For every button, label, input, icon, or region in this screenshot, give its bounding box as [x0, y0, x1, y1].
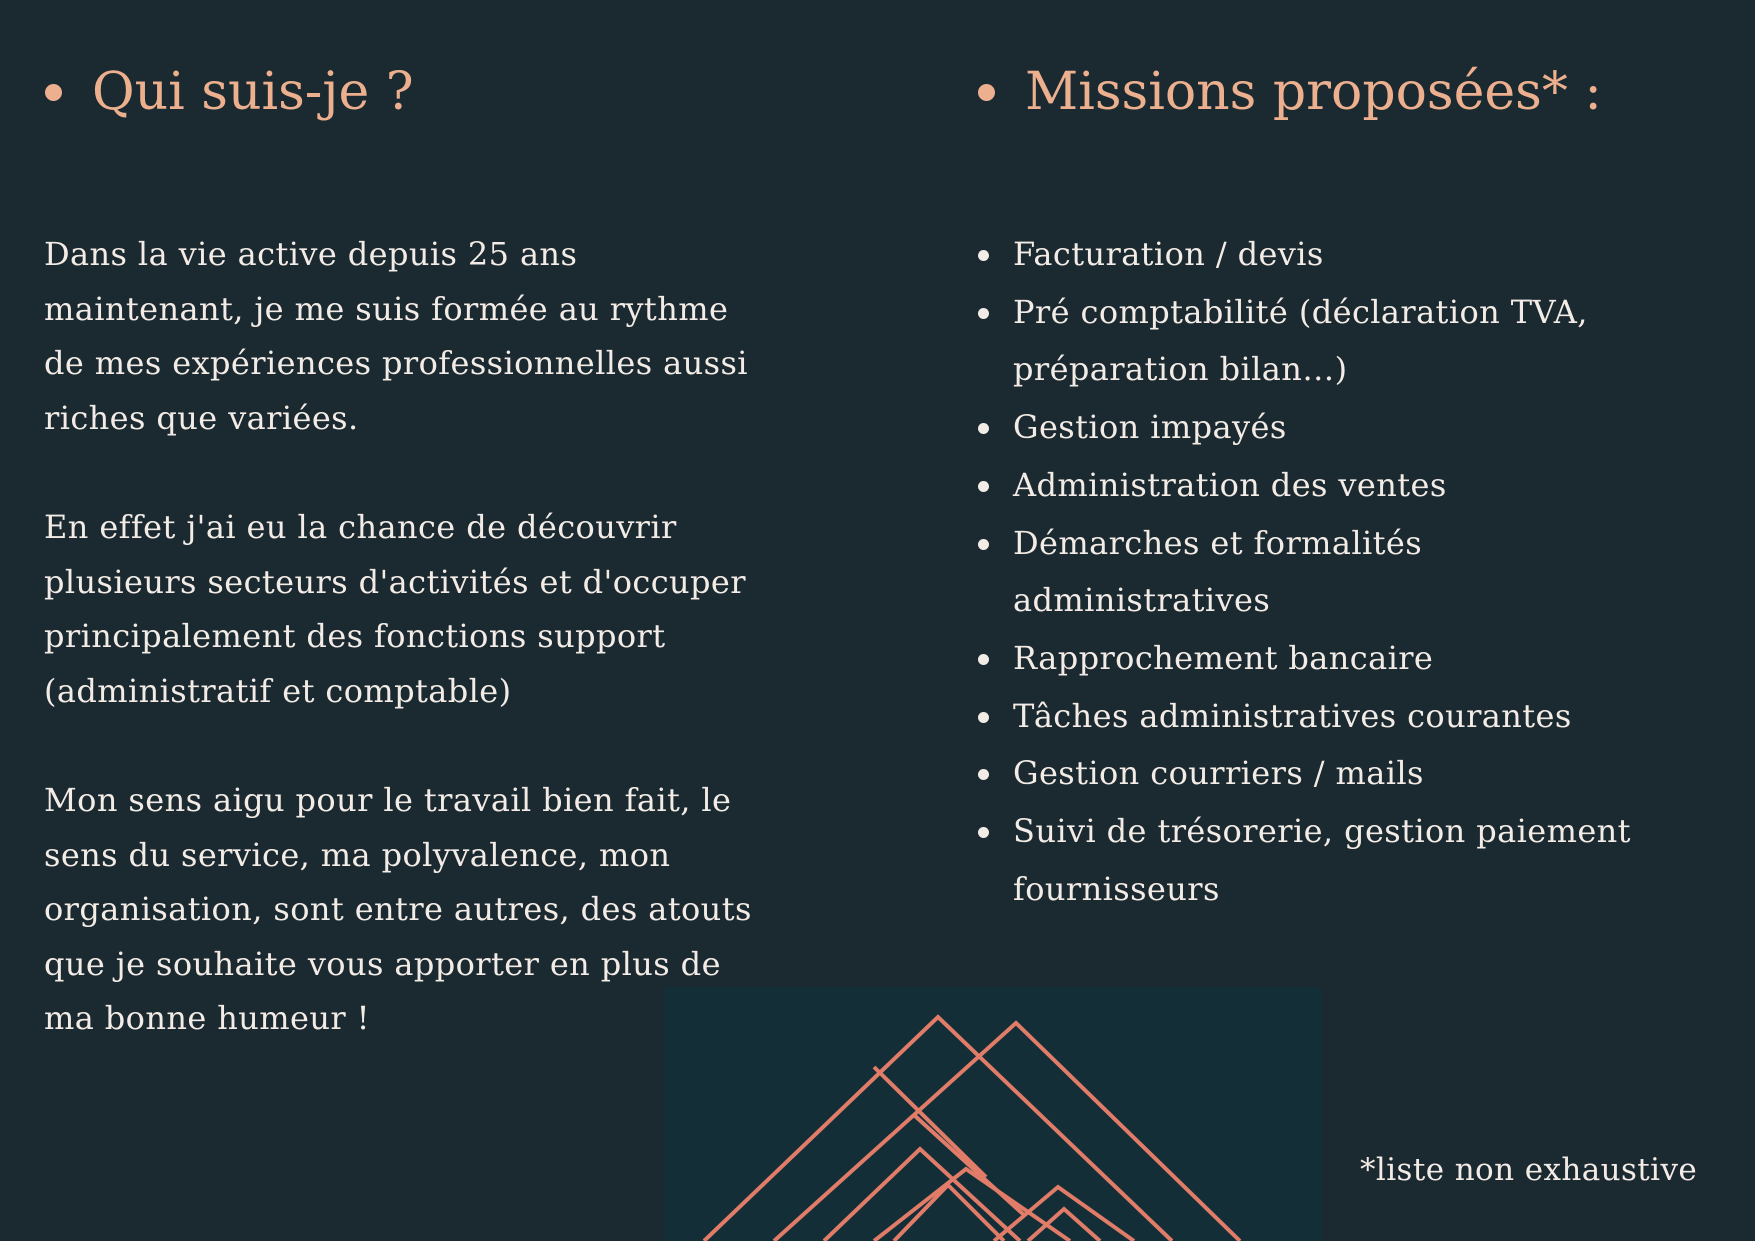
- bullet-dot-icon: [978, 308, 989, 319]
- bullet-dot-icon: [45, 84, 62, 101]
- who-am-i-heading: [45, 58, 414, 126]
- footnote: *liste non exhaustive: [1360, 1152, 1698, 1188]
- bullet-dot-icon: [978, 250, 989, 261]
- mission-item: [978, 745, 1738, 803]
- bullet-dot-icon: [978, 539, 989, 550]
- mission-item: [978, 630, 1738, 688]
- mission-item-label: Facturation / devis: [1013, 235, 1324, 273]
- mission-item-label: Démarches et formalités administratives: [1013, 523, 1423, 620]
- bullet-dot-icon: [978, 84, 995, 101]
- mission-item-label: Suivi de trésorerie, gestion paiement fournisseurs: [1013, 812, 1631, 908]
- mission-item: [978, 399, 1738, 457]
- bullet-dot-icon: [978, 481, 989, 492]
- intro-paragraph: Dans la vie active depuis 25 ans maintenant, je me suis formée au rythme de mes expériences professionnelles aussi riches que variées.: [44, 235, 748, 437]
- nested-triangles-graphic: [664, 987, 1322, 1241]
- bullet-dot-icon: [978, 654, 989, 665]
- mission-item: [978, 457, 1738, 515]
- chevron-line: [994, 1187, 1134, 1241]
- chevron-line: [774, 1023, 1240, 1241]
- bullet-dot-icon: [978, 712, 989, 723]
- mission-item-label: Gestion impayés: [1013, 408, 1287, 447]
- mission-item: [978, 226, 1738, 284]
- mission-item: [978, 803, 1738, 918]
- bullet-dot-icon: [978, 423, 989, 434]
- mission-item: [978, 515, 1738, 630]
- intro-paragraph: Mon sens aigu pour le travail bien fait, le sens du service, ma polyvalence, mon organisation, sont entre autres, des atouts que je souhaite vous apporter en plus de ma bonne humeur !: [44, 781, 752, 1037]
- chevron-line: [914, 1115, 1024, 1215]
- mission-item-label: Tâches administratives courantes: [1013, 696, 1572, 735]
- mission-item-label: Pré comptabilité (déclaration TVA, préparation bilan…): [1013, 292, 1588, 389]
- intro-paragraph: En effet j'ai eu la chance de découvrir plusieurs secteurs d'activités et d'occuper principalement des fonctions support (administratif et comptable): [44, 508, 746, 710]
- missions-list: [978, 226, 1738, 918]
- nested-triangles-icon: [664, 987, 1322, 1241]
- mission-item: [978, 688, 1738, 746]
- mission-item-label: Gestion courriers / mails: [1013, 754, 1424, 793]
- who-am-i-heading-text: Qui suis-je ?: [92, 62, 414, 122]
- mission-item-label: Rapprochement bancaire: [1013, 638, 1434, 677]
- mission-item: [978, 284, 1738, 399]
- missions-heading: [978, 58, 1602, 126]
- missions-heading-text: Missions proposées* :: [1025, 62, 1602, 122]
- bullet-dot-icon: [978, 769, 989, 780]
- mission-item-label: Administration des ventes: [1013, 465, 1447, 504]
- bullet-dot-icon: [978, 827, 989, 838]
- intro-text: [44, 227, 764, 1101]
